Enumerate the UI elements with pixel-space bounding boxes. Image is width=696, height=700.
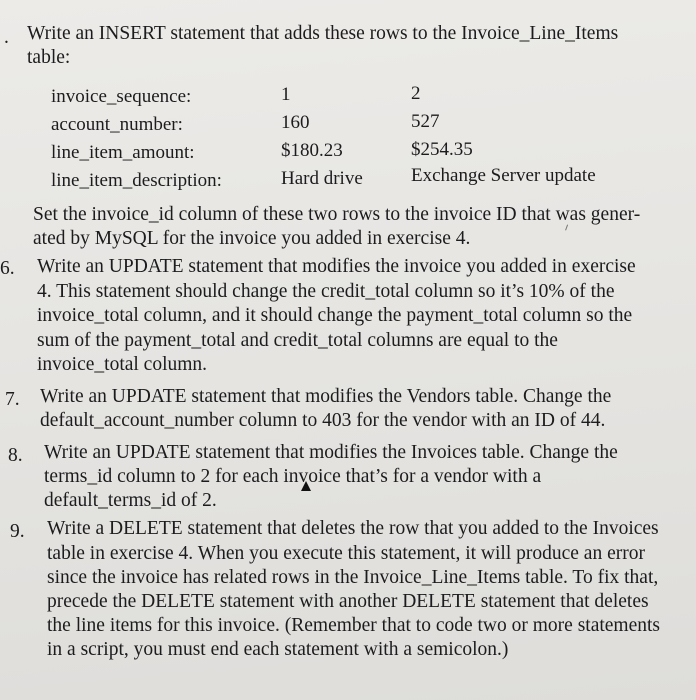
- item-line: Write a DELETE statement that deletes the row that you added to the Invoices: [47, 518, 659, 539]
- row1-value: 160: [281, 112, 310, 133]
- row1-value: 1: [281, 84, 291, 105]
- item-line: terms_id column to 2 for each invoice that’s for a vendor with a: [44, 466, 542, 487]
- set-note-line-2: ated by MySQL for the invoice you added in exercise 4.: [33, 228, 471, 249]
- item-number: 8.: [8, 445, 23, 466]
- item-line: since the invoice has related rows in the Invoice_Line_Items table. To fix that,: [47, 567, 659, 588]
- item-line: default_account_number column to 403 for the vendor with an ID of 44.: [40, 410, 606, 431]
- item-line: Write an UPDATE statement that modifies the invoice you added in exercise: [37, 256, 636, 277]
- pen-tick-mark: [565, 224, 571, 231]
- item-line: 4. This statement should change the credit_total column so it’s 10% of the: [37, 281, 615, 302]
- intro-line-1: Write an INSERT statement that adds these rows to the Invoice_Line_Items: [27, 23, 619, 44]
- item-line: precede the DELETE statement with another DELETE statement that deletes: [47, 591, 649, 612]
- row2-value: 2: [411, 83, 421, 104]
- field-label: line_item_amount:: [51, 142, 195, 163]
- item-number: 9.: [10, 521, 25, 542]
- set-note-line-1: Set the invoice_id column of these two rows to the invoice ID that was gener-: [33, 204, 641, 225]
- item-line: in a script, you must end each statement with a semicolon.): [47, 639, 509, 660]
- item-line: table in exercise 4. When you execute this statement, it will produce an error: [47, 543, 645, 564]
- item-line: Write an UPDATE statement that modifies the Vendors table. Change the: [40, 386, 612, 407]
- field-label: invoice_sequence:: [51, 86, 192, 107]
- row2-value: 527: [411, 111, 440, 132]
- field-label: account_number:: [51, 114, 183, 135]
- mouse-cursor-icon: [301, 481, 311, 491]
- item-number: 6.: [0, 258, 15, 279]
- row2-value: $254.35: [411, 139, 473, 160]
- field-label: line_item_description:: [51, 170, 222, 191]
- item-line: invoice_total column, and it should change the payment_total column so the: [37, 305, 633, 326]
- row2-value: Exchange Server update: [411, 165, 596, 186]
- item-line: sum of the payment_total and credit_total columns are equal to the: [37, 330, 558, 351]
- item-line: default_terms_id of 2.: [44, 490, 217, 511]
- row1-value: $180.23: [281, 140, 343, 161]
- item-line: invoice_total column.: [37, 354, 208, 375]
- intro-bullet: .: [4, 27, 9, 48]
- item-line: Write an UPDATE statement that modifies the Invoices table. Change the: [44, 442, 618, 463]
- row1-value: Hard drive: [281, 168, 363, 189]
- intro-line-2: table:: [27, 47, 71, 68]
- item-line: the line items for this invoice. (Remember that to code two or more statements: [47, 615, 661, 636]
- item-number: 7.: [5, 389, 20, 410]
